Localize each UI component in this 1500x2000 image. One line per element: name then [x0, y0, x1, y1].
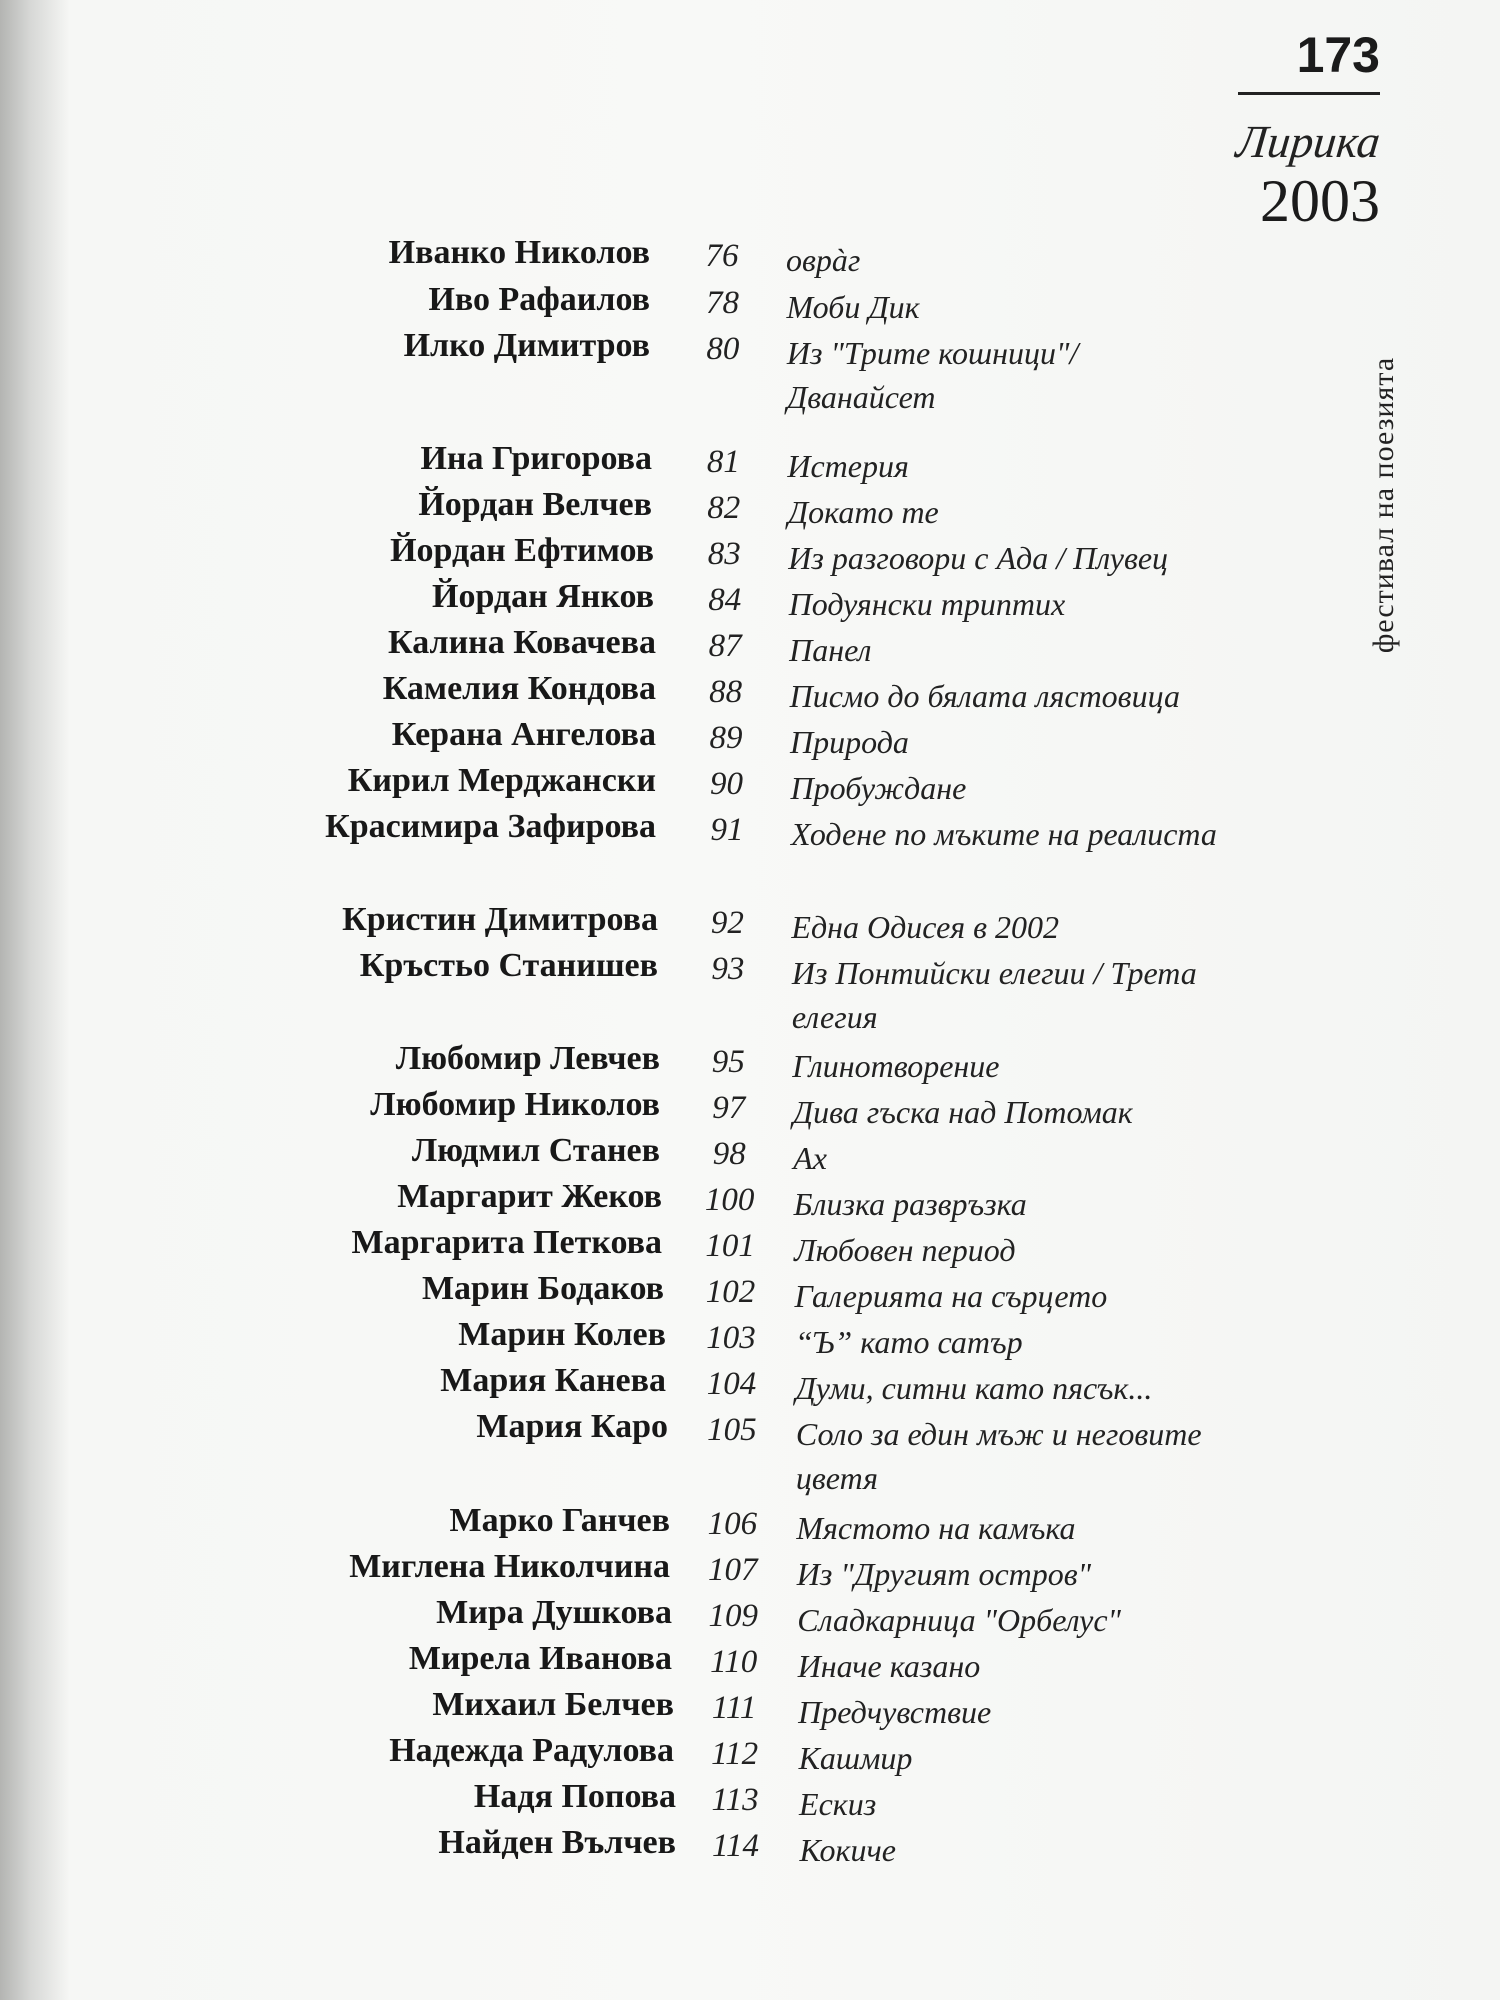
toc-page-number: 90 — [710, 766, 743, 802]
toc-page-number: 93 — [711, 951, 745, 987]
toc-page-number: 101 — [705, 1228, 755, 1264]
toc-entry — [0, 1040, 1500, 1094]
toc-entry — [0, 1732, 1500, 1786]
toc-author: Кръстьо Станишев — [359, 947, 658, 984]
toc-author: Мария Канева — [440, 1362, 666, 1399]
toc-author: Марин Колев — [458, 1316, 666, 1353]
toc-page-number: 92 — [710, 905, 744, 941]
toc-page-number: 76 — [705, 238, 739, 274]
toc-entry — [0, 1548, 1500, 1602]
toc-title: Истерия — [787, 448, 909, 484]
toc-page-number: 113 — [711, 1782, 759, 1818]
toc-entry — [0, 1594, 1500, 1648]
toc-title: Близка развръзка — [793, 1186, 1027, 1222]
toc-author: Йордан Янков — [432, 578, 654, 615]
toc-author: Маргарита Петкова — [351, 1224, 662, 1261]
toc-author: Людмил Станев — [411, 1132, 660, 1169]
toc-page-number: 100 — [704, 1182, 755, 1218]
toc-author: Маргарит Жеков — [397, 1178, 662, 1215]
toc-entry — [0, 716, 1500, 770]
toc-title: Из "Трите кошници"/ Дванайсет — [786, 335, 1079, 415]
toc-author: Найден Вълчев — [438, 1824, 676, 1861]
toc-title: Сладкарница "Орбелус" — [797, 1602, 1121, 1638]
toc-title: Думи, ситни като пясък... — [795, 1370, 1153, 1406]
toc-title: Панел — [789, 632, 872, 668]
toc-entry — [0, 762, 1500, 816]
toc-page-number: 80 — [706, 331, 740, 367]
toc-page-number: 83 — [707, 536, 741, 572]
toc-page-number: 91 — [710, 812, 744, 848]
toc-title: Кашмир — [798, 1740, 913, 1776]
toc-author: Михаил Белчев — [432, 1686, 674, 1723]
toc-page-number: 103 — [706, 1320, 756, 1356]
toc-page-number: 104 — [706, 1366, 757, 1402]
toc-page-number: 112 — [711, 1736, 759, 1772]
toc-author: Ина Григорова — [420, 440, 652, 477]
toc-page-number: 106 — [707, 1506, 758, 1542]
toc-entry — [0, 947, 1500, 1035]
toc-entry — [0, 901, 1500, 955]
toc-title: Ходене по мъките на реалиста — [790, 816, 1217, 852]
toc-page-number: 111 — [711, 1690, 757, 1726]
toc-title: Писмо до бялата лястовица — [789, 678, 1180, 714]
toc-entry — [0, 624, 1500, 678]
toc-entry — [0, 1502, 1500, 1556]
toc-entry — [0, 327, 1500, 415]
toc-author: Мирела Иванова — [408, 1640, 672, 1677]
toc-author: Любомир Левчев — [395, 1040, 660, 1077]
toc-author: Миглена Николчина — [349, 1548, 670, 1585]
toc-title: Иначе казано — [797, 1648, 981, 1684]
toc-entry — [0, 578, 1500, 632]
toc-entry — [0, 670, 1500, 724]
toc-title: Соло за един мъж и неговите цветя — [795, 1416, 1202, 1496]
toc-author: Марин Бодаков — [421, 1270, 664, 1307]
toc-entry — [0, 1224, 1500, 1278]
toc-author: Йордан Велчев — [418, 486, 652, 523]
toc-entry — [0, 1270, 1500, 1324]
toc-entry — [0, 1686, 1500, 1740]
toc-page-number: 110 — [710, 1644, 758, 1680]
toc-entry — [0, 1824, 1500, 1878]
toc-author: Мира Душкова — [436, 1594, 672, 1631]
toc-entry — [0, 1316, 1500, 1370]
toc-title: Из разговори с Ада / Плувец — [788, 540, 1169, 576]
toc-entry — [0, 1778, 1500, 1832]
toc-entry — [0, 440, 1500, 494]
toc-title: Дива гъска над Потомак — [792, 1094, 1133, 1130]
toc-page-number: 114 — [711, 1828, 760, 1864]
toc-title: “Ъ” като сатър — [795, 1324, 1023, 1360]
toc-author: Любомир Николов — [370, 1086, 660, 1123]
toc-title: Една Одисея в 2002 — [791, 909, 1060, 945]
toc-title: Ах — [793, 1140, 827, 1176]
toc-entry — [0, 234, 1500, 288]
toc-title: Кокиче — [799, 1832, 896, 1868]
toc-author: Кирил Мерджански — [347, 762, 656, 799]
toc-page-number: 88 — [709, 674, 743, 710]
toc-page-number: 102 — [705, 1274, 756, 1310]
toc-title: Подуянски триптих — [788, 586, 1066, 622]
toc-entry — [0, 1178, 1500, 1232]
page-number: 173 — [1296, 27, 1380, 83]
toc-title: Глинотворение — [792, 1048, 1000, 1084]
toc-title: оврàг — [786, 242, 861, 278]
toc-author: Керана Ангелова — [391, 716, 656, 753]
toc-page-number: 97 — [712, 1090, 746, 1126]
side-title-text: фестивал на поезията — [1367, 356, 1400, 654]
toc-title: Из "Другият остров" — [796, 1556, 1092, 1592]
toc-author: Кристин Димитрова — [342, 901, 658, 938]
toc-page-number: 98 — [712, 1136, 746, 1172]
toc-author: Марко Ганчев — [449, 1502, 670, 1539]
toc-page-number: 78 — [705, 285, 739, 321]
toc-entry — [0, 532, 1500, 586]
toc-title: Любовен период — [794, 1232, 1016, 1268]
toc-author: Красимира Зафирова — [325, 808, 656, 845]
toc-author: Надежда Радулова — [389, 1732, 674, 1769]
toc-entry — [0, 1408, 1500, 1496]
toc-title: Ескиз — [799, 1786, 877, 1822]
toc-author: Иванко Николов — [388, 234, 650, 271]
toc-page-number: 105 — [707, 1412, 757, 1448]
toc-title: Предчувствие — [798, 1694, 992, 1730]
toc-title: Пробуждане — [790, 770, 967, 806]
toc-page-number: 81 — [706, 444, 740, 480]
toc-title: Докато те — [787, 494, 939, 530]
series-title: Лирика — [1233, 116, 1383, 167]
toc-title: Из Понтийски елегии / Трета елегия — [791, 955, 1197, 1035]
toc-author: Йордан Ефтимов — [390, 532, 654, 569]
toc-entry — [0, 1086, 1500, 1140]
toc-entry — [0, 1132, 1500, 1186]
toc-page-number: 87 — [708, 628, 742, 664]
toc-entry — [0, 1640, 1500, 1694]
toc-title: Галерията на сърцето — [794, 1278, 1108, 1314]
toc-author: Калина Ковачева — [388, 624, 656, 661]
toc-page-number: 109 — [708, 1598, 758, 1634]
toc-entry — [0, 486, 1500, 540]
series-year: 2003 — [1260, 168, 1380, 234]
toc-page-number: 84 — [708, 582, 742, 618]
toc-entry — [0, 281, 1500, 335]
toc-entry — [0, 808, 1500, 862]
toc-author: Иво Рафаилов — [428, 281, 650, 318]
toc-page-number: 107 — [708, 1552, 758, 1588]
toc-author: Мария Каро — [476, 1408, 668, 1445]
toc-author: Камелия Кондова — [382, 670, 656, 707]
toc-page-number: 89 — [709, 720, 743, 756]
toc-title: Моби Дик — [786, 289, 920, 325]
toc-author: Надя Попова — [473, 1778, 676, 1815]
toc-page-number: 82 — [707, 490, 741, 526]
toc-page-number: 95 — [711, 1044, 745, 1080]
toc-entry — [0, 1362, 1500, 1416]
toc-title: Мястото на камъка — [796, 1510, 1076, 1546]
toc-author: Илко Димитров — [403, 327, 650, 364]
toc-title: Природа — [790, 724, 909, 760]
